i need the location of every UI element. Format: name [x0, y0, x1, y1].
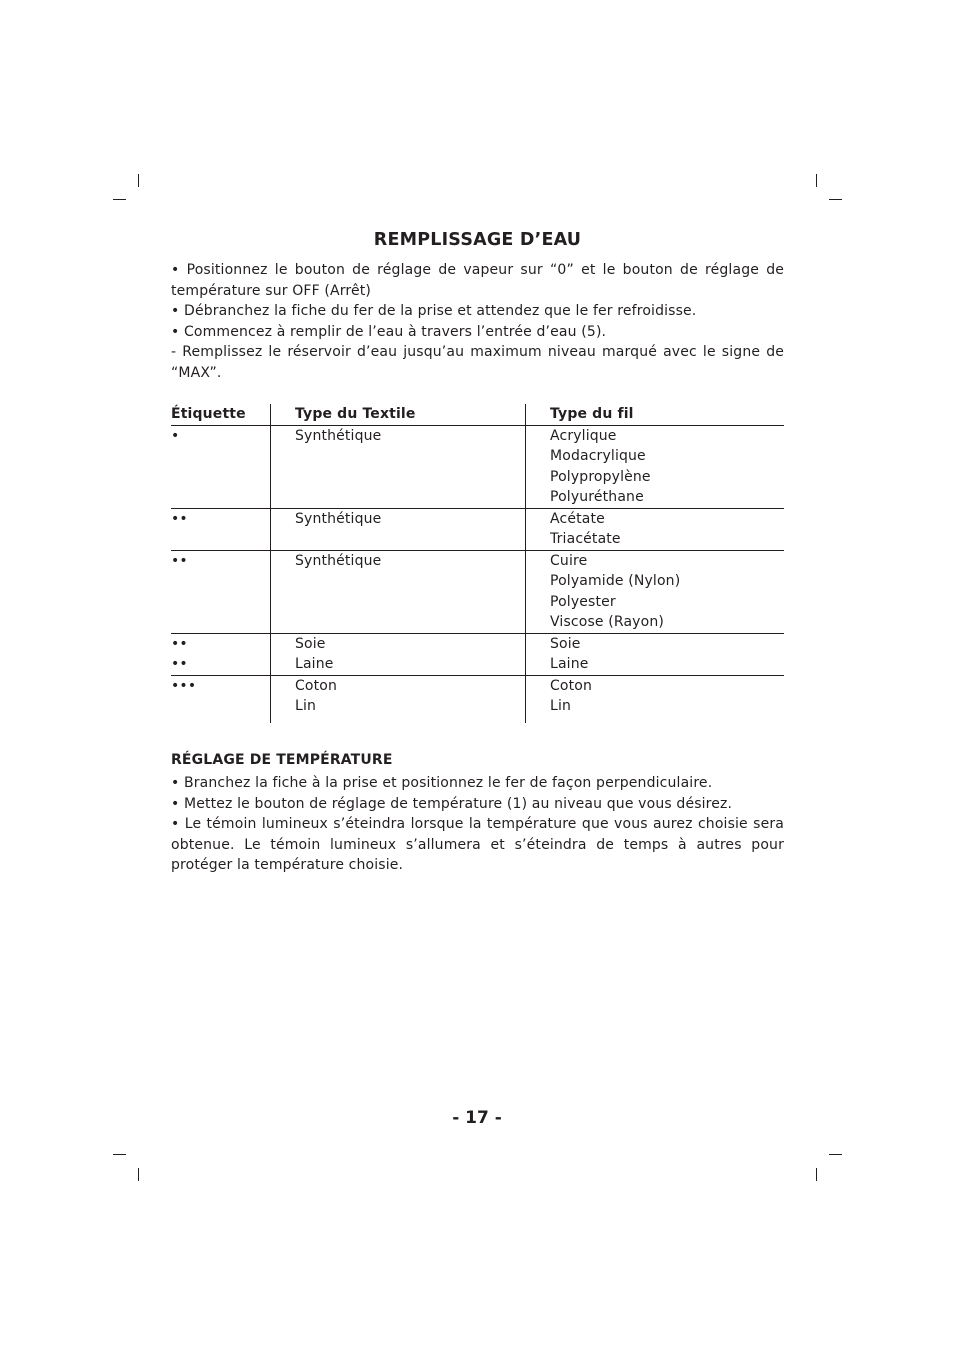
- textile-type: Soie: [295, 635, 326, 652]
- header-fil: Type du fil: [526, 404, 785, 425]
- intro-section: [171, 260, 784, 383]
- crop-mark: [829, 1154, 842, 1155]
- textile-type: Laine: [295, 656, 334, 672]
- textile-type: Coton: [295, 677, 338, 694]
- temperature-heading: RÉGLAGE DE TEMPÉRATURE: [171, 752, 393, 768]
- label-cell: [171, 675, 271, 723]
- label-cell: [171, 633, 271, 675]
- header-textile: Type du Textile: [271, 404, 526, 425]
- textile-cell: [271, 633, 526, 675]
- label-cell: [171, 425, 271, 508]
- page-number: - 17 -: [452, 1108, 502, 1128]
- intro-line: • Débranchez la fiche du fer de la prise et attendez que le fer refroidisse.: [171, 303, 697, 319]
- textile-type: Synthétique: [295, 427, 382, 444]
- temperature-line: • Le témoin lumineux s’éteindra lorsque la température que vous aurez choisie sera obtenue. Le témoin lumineux s’allumera et s’éteindra de temps à autres pour protéger la température choisie.: [171, 816, 784, 873]
- care-label: ••: [171, 656, 188, 672]
- table-row: [171, 508, 784, 550]
- intro-line: - Remplissez le réservoir d’eau jusqu’au maximum niveau marqué avec le signe de “MAX”.: [171, 344, 784, 381]
- crop-mark: [816, 174, 817, 187]
- crop-mark: [113, 199, 126, 200]
- table-row: [171, 633, 784, 675]
- fiber-type: Coton: [550, 677, 593, 694]
- fil-cell: [526, 675, 785, 723]
- fil-cell: [526, 425, 785, 508]
- table-row: [171, 425, 784, 508]
- fiber-type: Acétate: [550, 510, 605, 527]
- textile-type: Synthétique: [295, 552, 382, 569]
- label-cell: [171, 508, 271, 550]
- fil-cell: [526, 633, 785, 675]
- crop-mark: [829, 199, 842, 200]
- fiber-type: Lin: [550, 698, 572, 714]
- header-etiquette: Étiquette: [171, 406, 246, 422]
- fiber-type: Polypropylène: [550, 468, 651, 485]
- intro-line: • Commencez à remplir de l’eau à travers l’entrée d’eau (5).: [171, 323, 607, 340]
- textile-cell: [271, 550, 526, 633]
- fiber-type: Triacétate: [550, 531, 621, 547]
- textile-cell: [271, 425, 526, 508]
- care-label: •••: [171, 677, 197, 694]
- fil-cell: [526, 550, 785, 633]
- fiber-type: Modacrylique: [550, 448, 646, 464]
- intro-line: • Positionnez le bouton de réglage de vapeur sur “0” et le bouton de réglage de température sur OFF (Arrêt): [171, 262, 784, 299]
- temperature-line: • Branchez la fiche à la prise et positionnez le fer de façon perpendiculaire.: [171, 775, 713, 791]
- textile-cell: [271, 675, 526, 723]
- fiber-type: Laine: [550, 656, 589, 672]
- textile-table: [171, 404, 784, 723]
- fiber-type: Cuire: [550, 552, 588, 569]
- crop-mark: [816, 1168, 817, 1181]
- crop-mark: [138, 174, 139, 187]
- crop-mark: [138, 1168, 139, 1181]
- page-title: REMPLISSAGE D’EAU: [373, 230, 582, 250]
- textile-type: Synthétique: [295, 510, 382, 527]
- fil-cell: [526, 508, 785, 550]
- label-cell: [171, 550, 271, 633]
- temperature-section: [171, 773, 784, 876]
- table-row: [171, 675, 784, 723]
- care-label: •: [171, 427, 180, 444]
- textile-cell: [271, 508, 526, 550]
- care-label: ••: [171, 635, 188, 652]
- care-label: ••: [171, 510, 188, 527]
- table-header-row: [171, 404, 784, 425]
- fiber-type: Polyamide (Nylon): [550, 573, 681, 589]
- fiber-type: Soie: [550, 635, 581, 652]
- fiber-type: Polyester: [550, 593, 616, 610]
- crop-mark: [113, 1154, 126, 1155]
- fiber-type: Acrylique: [550, 427, 617, 444]
- textile-type: Lin: [295, 698, 317, 714]
- fiber-type: Polyuréthane: [550, 489, 644, 505]
- care-label: ••: [171, 552, 188, 569]
- temperature-line: • Mettez le bouton de réglage de température (1) au niveau que vous désirez.: [171, 795, 733, 812]
- table-row: [171, 550, 784, 633]
- fiber-type: Viscose (Rayon): [550, 614, 664, 630]
